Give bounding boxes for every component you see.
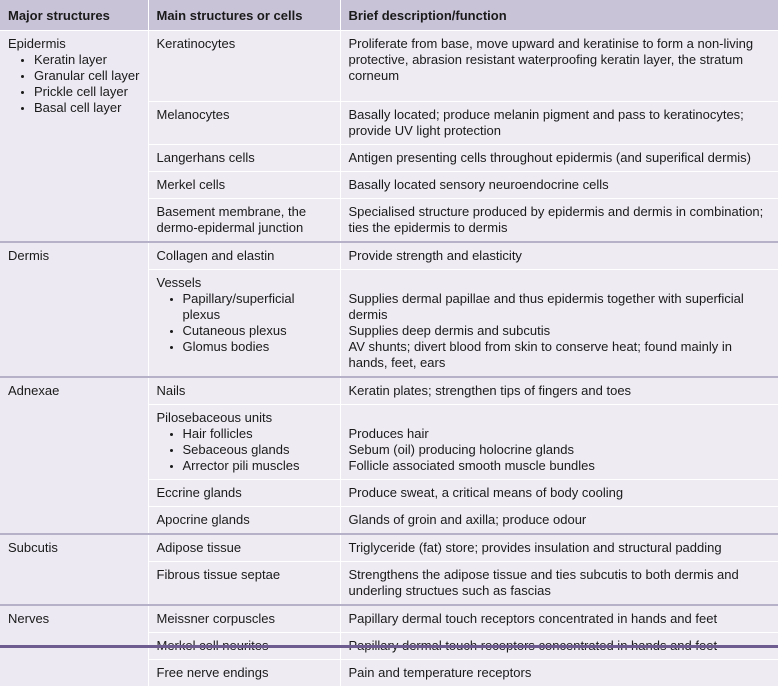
- structure-cell: Langerhans cells: [148, 145, 340, 172]
- group-cell-subcutis: Subcutis: [0, 534, 148, 605]
- structure-cell: Eccrine glands: [148, 480, 340, 507]
- description-cell: Produce sweat, a critical means of body cooling: [340, 480, 778, 507]
- header-description: Brief description/function: [340, 0, 778, 31]
- list-item: • Hair follicles: [183, 426, 332, 442]
- table-row: [0, 31, 778, 102]
- group-name: Epidermis: [8, 36, 66, 51]
- pilosebaceous-title: Pilosebaceous units: [156, 410, 273, 425]
- description-cell: Keratin plates; strengthen tips of fingers and toes: [340, 377, 778, 405]
- description-line: Sebum (oil) producing holocrine glands: [348, 442, 574, 457]
- list-item: • Papillary/superficial plexus: [183, 291, 332, 323]
- description-cell: Proliferate from base, move upward and keratinise to form a non-living protective, abrasion resistant waterproofing keratin layer, the stratum corneum: [340, 31, 778, 102]
- list-item: • Granular cell layer: [34, 68, 140, 84]
- list-item: • Sebaceous glands: [183, 442, 332, 458]
- structure-cell: Apocrine glands: [148, 507, 340, 535]
- list-item: • Prickle cell layer: [34, 84, 140, 100]
- table-row: [0, 534, 778, 562]
- structure-cell: Adipose tissue: [148, 534, 340, 562]
- description-line: Supplies deep dermis and subcutis: [348, 323, 551, 338]
- description-line: Follicle associated smooth muscle bundles: [348, 458, 595, 473]
- structure-cell: Merkel cells: [148, 172, 340, 199]
- description-cell: Triglyceride (fat) store; provides insulation and structural padding: [340, 534, 778, 562]
- description-cell-pilosebaceous: [340, 405, 778, 480]
- header-row: [0, 0, 778, 31]
- group-cell-epidermis: [0, 31, 148, 243]
- list-item: • Glomus bodies: [183, 339, 332, 371]
- structure-cell-vessels: [148, 270, 340, 378]
- structure-cell: Collagen and elastin: [148, 242, 340, 270]
- structure-cell: Meissner corpuscles: [148, 605, 340, 633]
- group-cell-adnexae: Adnexae: [0, 377, 148, 534]
- table-row: [0, 242, 778, 270]
- header-main-structures: Main structures or cells: [148, 0, 340, 31]
- description-cell: Pain and temperature receptors: [340, 660, 778, 687]
- structure-cell: Basement membrane, the dermo-epidermal junction: [148, 199, 340, 243]
- list-item: • Cutaneous plexus: [183, 323, 332, 339]
- vessels-list: [157, 291, 332, 371]
- description-line: Produces hair: [348, 426, 429, 441]
- structure-cell: Nails: [148, 377, 340, 405]
- pilosebaceous-list: [157, 426, 332, 474]
- description-cell-vessels: [340, 270, 778, 378]
- description-cell: Glands of groin and axilla; produce odour: [340, 507, 778, 535]
- structure-cell: Free nerve endings: [148, 660, 340, 687]
- table-row: [0, 377, 778, 405]
- description-cell: Basally located; produce melanin pigment and pass to keratinocytes; provide UV light protection: [340, 102, 778, 145]
- description-cell: Basally located sensory neuroendocrine cells: [340, 172, 778, 199]
- list-item: • Basal cell layer: [34, 100, 140, 116]
- description-cell: Provide strength and elasticity: [340, 242, 778, 270]
- structure-cell: Keratinocytes: [148, 31, 340, 102]
- vessels-title: Vessels: [156, 275, 202, 290]
- epidermis-layer-list: [8, 52, 140, 116]
- structure-cell-pilosebaceous: [148, 405, 340, 480]
- group-cell-dermis: Dermis: [0, 242, 148, 377]
- structure-cell: Melanocytes: [148, 102, 340, 145]
- table-row: [0, 605, 778, 633]
- description-line: AV shunts; divert blood from skin to conserve heat; found mainly in hands, feet, ears: [348, 339, 732, 370]
- group-cell-nerves: Nerves: [0, 605, 148, 687]
- description-cell: Papillary dermal touch receptors concentrated in hands and feet: [340, 605, 778, 633]
- description-cell: Strengthens the adipose tissue and ties subcutis to both dermis and underling structues such as fascias: [340, 562, 778, 606]
- header-major-structures: Major structures: [0, 0, 148, 31]
- list-item: • Arrector pili muscles: [183, 458, 332, 474]
- list-item: • Keratin layer: [34, 52, 140, 68]
- description-cell: Antigen presenting cells throughout epidermis (and superifical dermis): [340, 145, 778, 172]
- description-line: Supplies dermal papillae and thus epidermis together with superficial dermis: [348, 291, 744, 322]
- description-cell: Specialised structure produced by epidermis and dermis in combination; ties the epidermis to dermis: [340, 199, 778, 243]
- structure-cell: Fibrous tissue septae: [148, 562, 340, 606]
